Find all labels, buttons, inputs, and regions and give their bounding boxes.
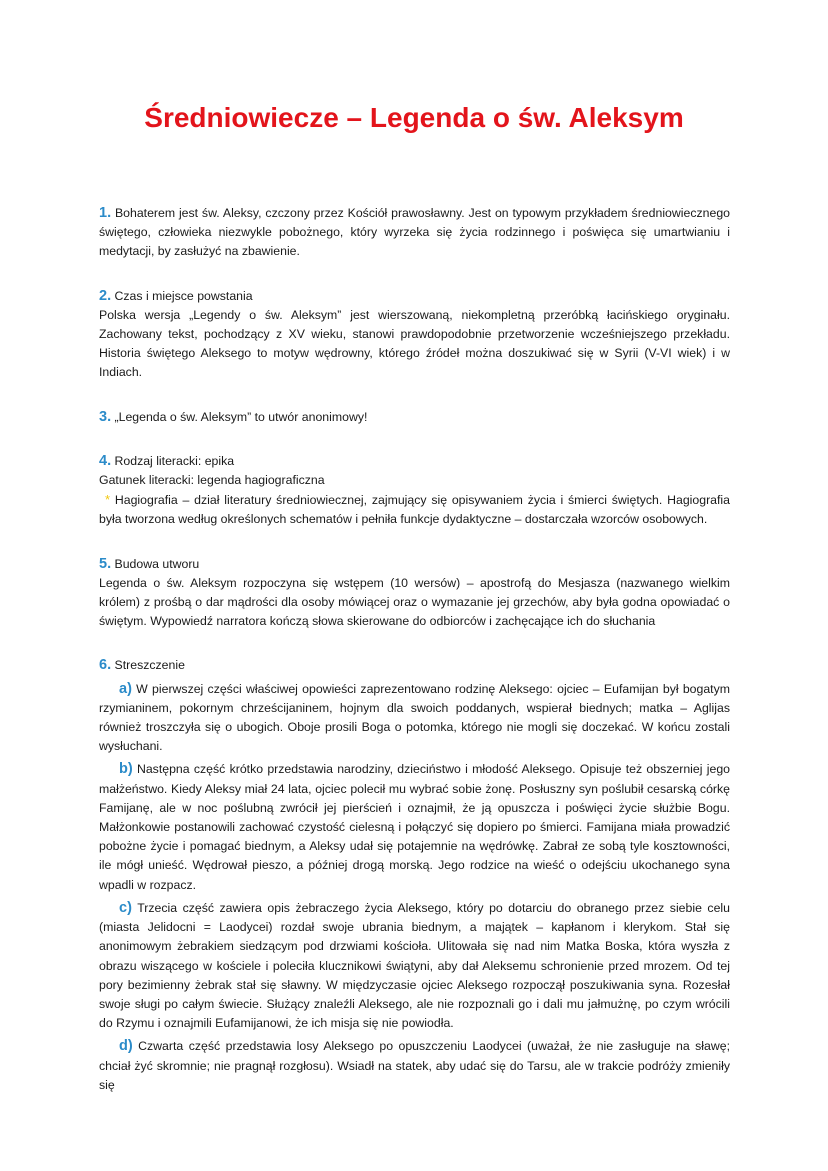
section-3 (99, 408, 730, 427)
section-1 (99, 204, 730, 262)
section-number: 6. (99, 657, 112, 674)
section-heading: Budowa utworu (111, 556, 200, 571)
section-5 (99, 555, 730, 632)
part-label: a) (119, 680, 132, 697)
section-text: Polska wersja „Legendy o św. Aleksym” jest wierszowaną, niekompletną przeróbką łacińskiego oryginału. Zachowany tekst, pochodzący z XV wieku, stanowi prawdopodobnie przetworzenie wcześniejszego przekładu. Historia świętego Aleksego to motyw wędrowny, którego źródeł można doszukiwać się w Syrii (V-VI wiek) i w Indiach. (99, 307, 730, 380)
summary-part-c (99, 899, 730, 1033)
section-number: 1. (99, 205, 112, 221)
part-label: b) (119, 761, 133, 778)
section-heading: Streszczenie (111, 658, 185, 673)
summary-part-d (99, 1037, 730, 1095)
section-heading: Czas i miejsce powstania (111, 288, 253, 303)
summary-part-b (99, 760, 730, 894)
section-text: „Legenda o św. Aleksym” to utwór anonimowy! (111, 409, 368, 424)
section-number: 5. (99, 555, 112, 572)
note-text: Hagiografia – dział literatury średniowiecznej, zajmujący się opisywaniem życia i śmierci świętych. Hagiografia była tworzona według określonych schematów i pełniła funkcje dydaktyczne – dostarczała wzorców osobowych. (99, 493, 730, 527)
part-label: c) (119, 899, 132, 916)
part-text: Następna część krótko przedstawia narodziny, dzieciństwo i młodość Aleksego. Opisuje też obszerniej jego małżeństwo. Kiedy Aleksy miał 24 lata, ojciec polecił mu wybrać sobie żonę. Posłuszny syn poślubił cesarską córkę Famijanę, ale w noc poślubną zwrócił jej pierścień i oznajmił, że ją opuszcza i poświęci życie służbie Bogu. Małżonkowie postanowili zachować czystość cielesną i połączyć się dopiero po śmierci. Famijana miała prowadzić pobożne życie i pomagać biednym, a Aleksy udał się potajemnie na wędrówkę. Zabrał ze sobą tyle kosztowności, ile mógł unieść. Wędrował pieszo, a później drogą morską. Jego rodzice na wieść o odejściu ukochanego syna wpadli w rozpacz. (99, 762, 730, 892)
part-text: W pierwszej części właściwej opowieści zaprezentowano rodzinę Aleksego: ojciec – Eufamijan był bogatym rzymianinem, pokornym chrześcijaninem, hojnym dla swoich poddanych, wspierał biednych; matka – Aglijas również troszczyła się o ubogich. Oboje prosili Boga o potomka, którego nie mogli się doczekać. W końcu zostali wysłuchani. (99, 681, 730, 754)
document-body (99, 204, 730, 1095)
section-text: Legenda o św. Aleksym rozpoczyna się wstępem (10 wersów) – apostrofą do Mesjasza (nazwanego wielkim królem) z prośbą o dar mądrości dla osoby mówiącej oraz o wymazanie jej grzechów, aby była godna opowiadać o świętym. Wypowiedź narratora kończą słowa skierowane do odbiorców i zachęcające ich do słuchania (99, 575, 730, 629)
section-2 (99, 287, 730, 383)
section-6 (99, 656, 730, 1094)
section-number: 4. (99, 452, 112, 469)
section-heading: Rodzaj literacki: epika (111, 453, 235, 468)
document-title: Średniowiecze – Legenda o św. Aleksym (144, 102, 684, 133)
star-icon: * (105, 492, 111, 508)
section-4 (99, 452, 730, 530)
section-text: Bohaterem jest św. Aleksy, czczony przez Kościół prawosławny. Jest on typowym przykładem średniowiecznego świętego, człowieka niezwykle pobożnego, który wyrzeka się życia rodzinnego i poświęca się umartwianiu i medytacji, by zasłużyć na zbawienie. (99, 206, 730, 259)
part-text: Trzecia część zawiera opis żebraczego życia Aleksego, który po dotarciu do obranego przez siebie celu (miasta Jelidocni = Laodycei) rozdał swoje ubrania biednym, a majątek – kapłanom i klerykom. Stał się anonimowym żebrakiem siedzącym pod drzwiami kościoła. Ulitowała się nad nim Matka Boska, która wyszła z obrazu wiszącego w kościele i poleciła klucznikowi świątyni, aby dał Aleksemu schronienie przed mrozem. Od tej pory bezimienny żebrak stał się sławny. W międzyczasie ojciec Aleksego rozpoczął poszukiwania syna. Rozesłał swoje sługi po całym świecie. Służący znaleźli Aleksego, ale nie rozpoznali go i dali mu jałmużnę, po czym wrócili do Rzymu i oznajmili Eufamijanowi, że ich misja się nie powiodła. (99, 900, 730, 1031)
genre-line: Gatunek literacki: legenda hagiograficzna (99, 473, 325, 488)
part-text: Czwarta część przedstawia losy Aleksego po opuszczeniu Laodycei (uważał, że nie zasługuje na sławę; chciał żyć skromnie; nie pragnął rozgłosu). Wsiadł na statek, aby udać się do Tarsu, ale w trakcie podróży zmieniły się (99, 1039, 730, 1092)
part-label: d) (119, 1038, 133, 1055)
hagiography-note (99, 490, 730, 529)
summary-part-a (99, 680, 730, 757)
section-number: 2. (99, 287, 112, 304)
section-number: 3. (99, 408, 112, 425)
